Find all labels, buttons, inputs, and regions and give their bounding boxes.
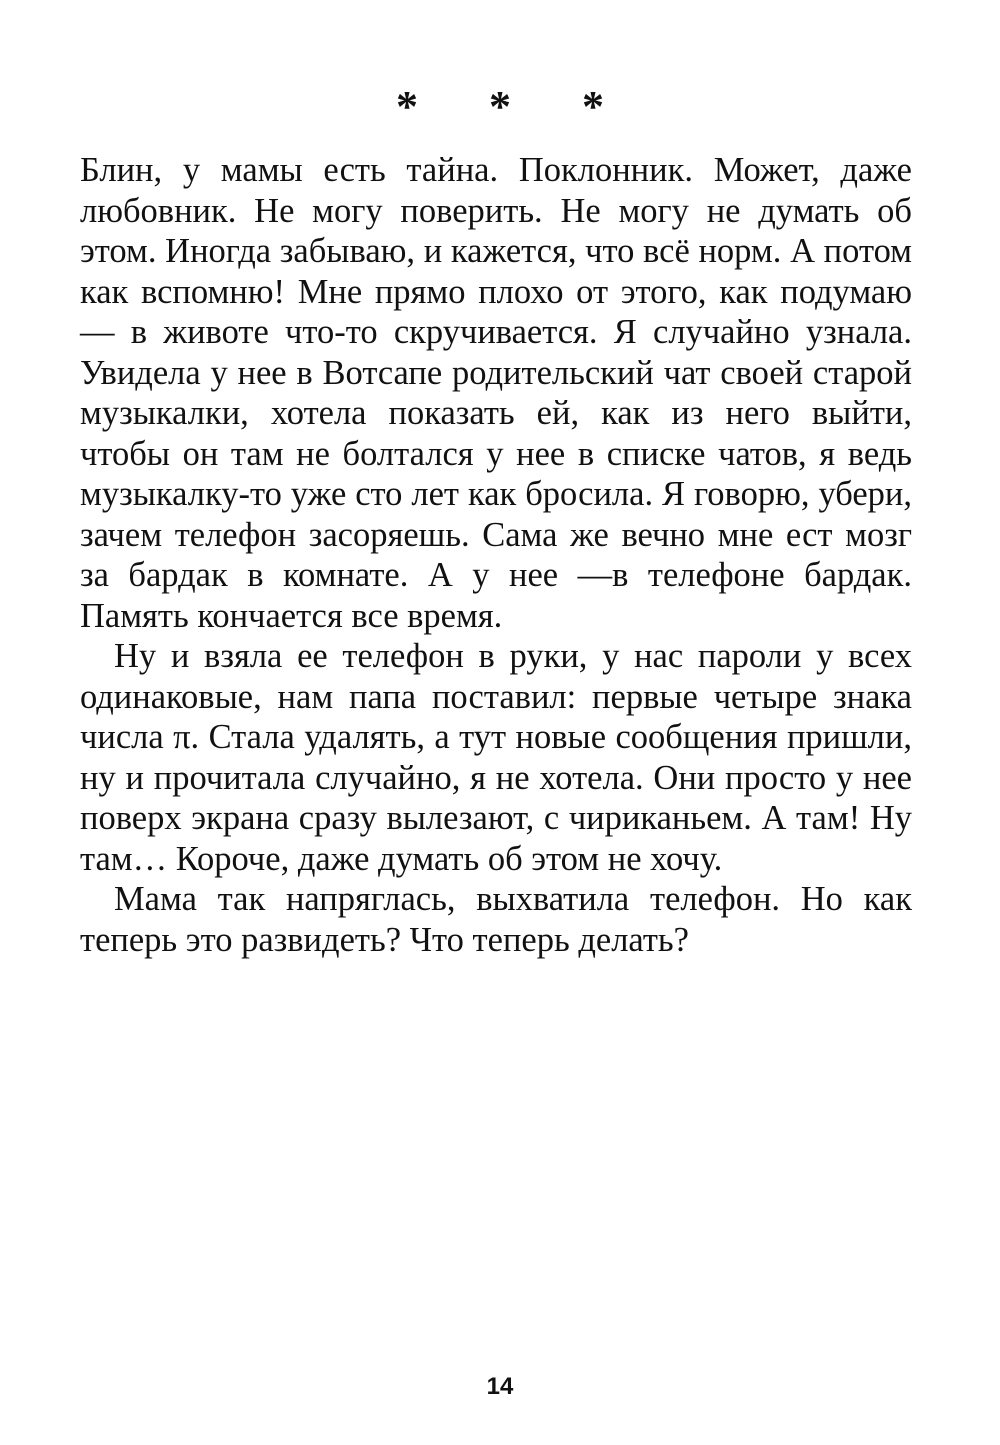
paragraph-3: Мама так напряглась, выхватила телефон. Но как теперь это развидеть? Что теперь делать? [80,880,912,959]
page-number: 14 [486,1373,514,1400]
paragraph-1: Блин, у мамы есть тайна. Поклонник. Может, даже любовник. Не могу поверить. Не могу не думать об этом. Иногда забываю, и кажется, что всё норм. А потом как вспомню! Мне прямо плохо от этого, как подумаю — в животе что-то скручивается. Я случайно узнала. Увидела у нее в Вотсапе родительский чат своей старой музыкалки, хотела показать ей, как из него выйти, чтобы он там не болтался у нее в списке чатов, я ведь музыкалку-то уже сто лет как бросила. Я говорю, убери, зачем телефон засоряешь. Сама же вечно мне ест мозг за бардак в комнате. А у нее —в телефоне бардак. Память кончается все время. [80,151,912,635]
paragraph-2: Ну и взяла ее телефон в руки, у нас пароли у всех одинаковые, нам папа поставил: первые четыре знака числа π. Стала удалять, а тут новые сообщения пришли, ну и прочитала случайно, я не хотела. Они просто у нее поверх экрана сразу вылезают, с чириканьем. А там! Ну там… Короче, даже думать об этом не хочу. [80,637,912,878]
section-separator: * * * [396,82,634,131]
body-text [80,150,912,960]
